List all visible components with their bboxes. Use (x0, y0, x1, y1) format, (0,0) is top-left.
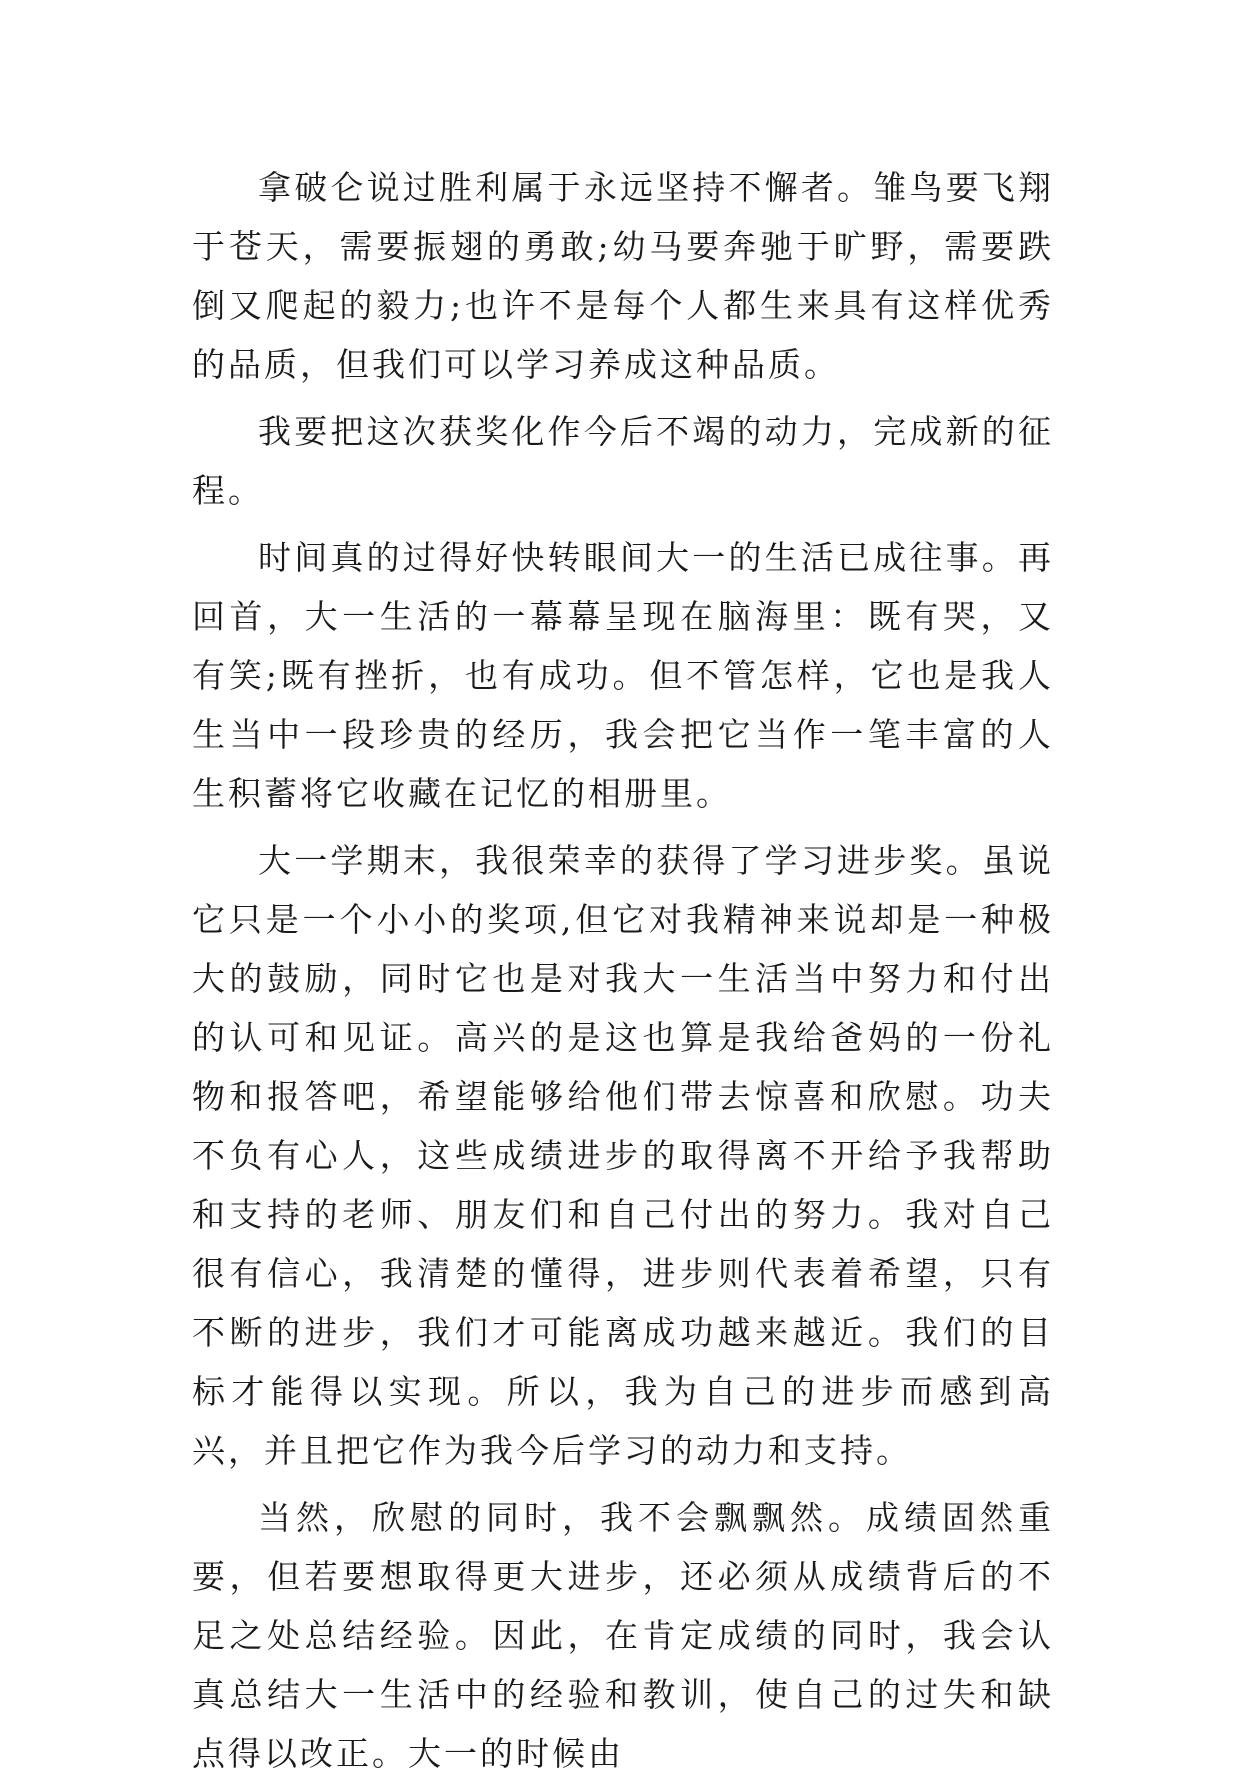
paragraph-4: 大一学期末，我很荣幸的获得了学习进步奖。虽说它只是一个小小的奖项,但它对我精神来说却是一种极大的鼓励，同时它也是对我大一生活当中努力和付出的认可和见证。高兴的是这也算是我给爸妈的一份礼物和报答吧，希望能够给他们带去惊喜和欣慰。功夫不负有心人，这些成绩进步的取得离不开给予我帮助和支持的老师、朋友们和自己付出的努力。我对自己很有信心，我清楚的懂得，进步则代表着希望，只有不断的进步，我们才可能离成功越来越近。我们的目标才能得以实现。所以，我为自己的进步而感到高兴，并且把它作为我今后学习的动力和支持。 (192, 841, 1054, 1470)
document-body (192, 158, 1054, 1791)
paragraph-3: 时间真的过得好快转眼间大一的生活已成往事。再回首，大一生活的一幕幕呈现在脑海里：既有哭，又有笑;既有挫折，也有成功。但不管怎样，它也是我人生当中一段珍贵的经历，我会把它当作一笔丰富的人生积蓄将它收藏在记忆的相册里。 (192, 538, 1054, 813)
paragraph-5: 当然，欣慰的同时，我不会飘飘然。成绩固然重要，但若要想取得更大进步，还必须从成绩背后的不足之处总结经验。因此，在肯定成绩的同时，我会认真总结大一生活中的经验和教训，使自己的过失和缺点得以改正。大一的时候由 (192, 1498, 1054, 1773)
paragraph-1: 拿破仑说过胜利属于永远坚持不懈者。雏鸟要飞翔于苍天，需要振翅的勇敢;幼马要奔驰于旷野，需要跌倒又爬起的毅力;也许不是每个人都生来具有这样优秀的品质，但我们可以学习养成这种品质。 (192, 168, 1054, 384)
paragraph-2: 我要把这次获奖化作今后不竭的动力，完成新的征程。 (192, 412, 1054, 510)
